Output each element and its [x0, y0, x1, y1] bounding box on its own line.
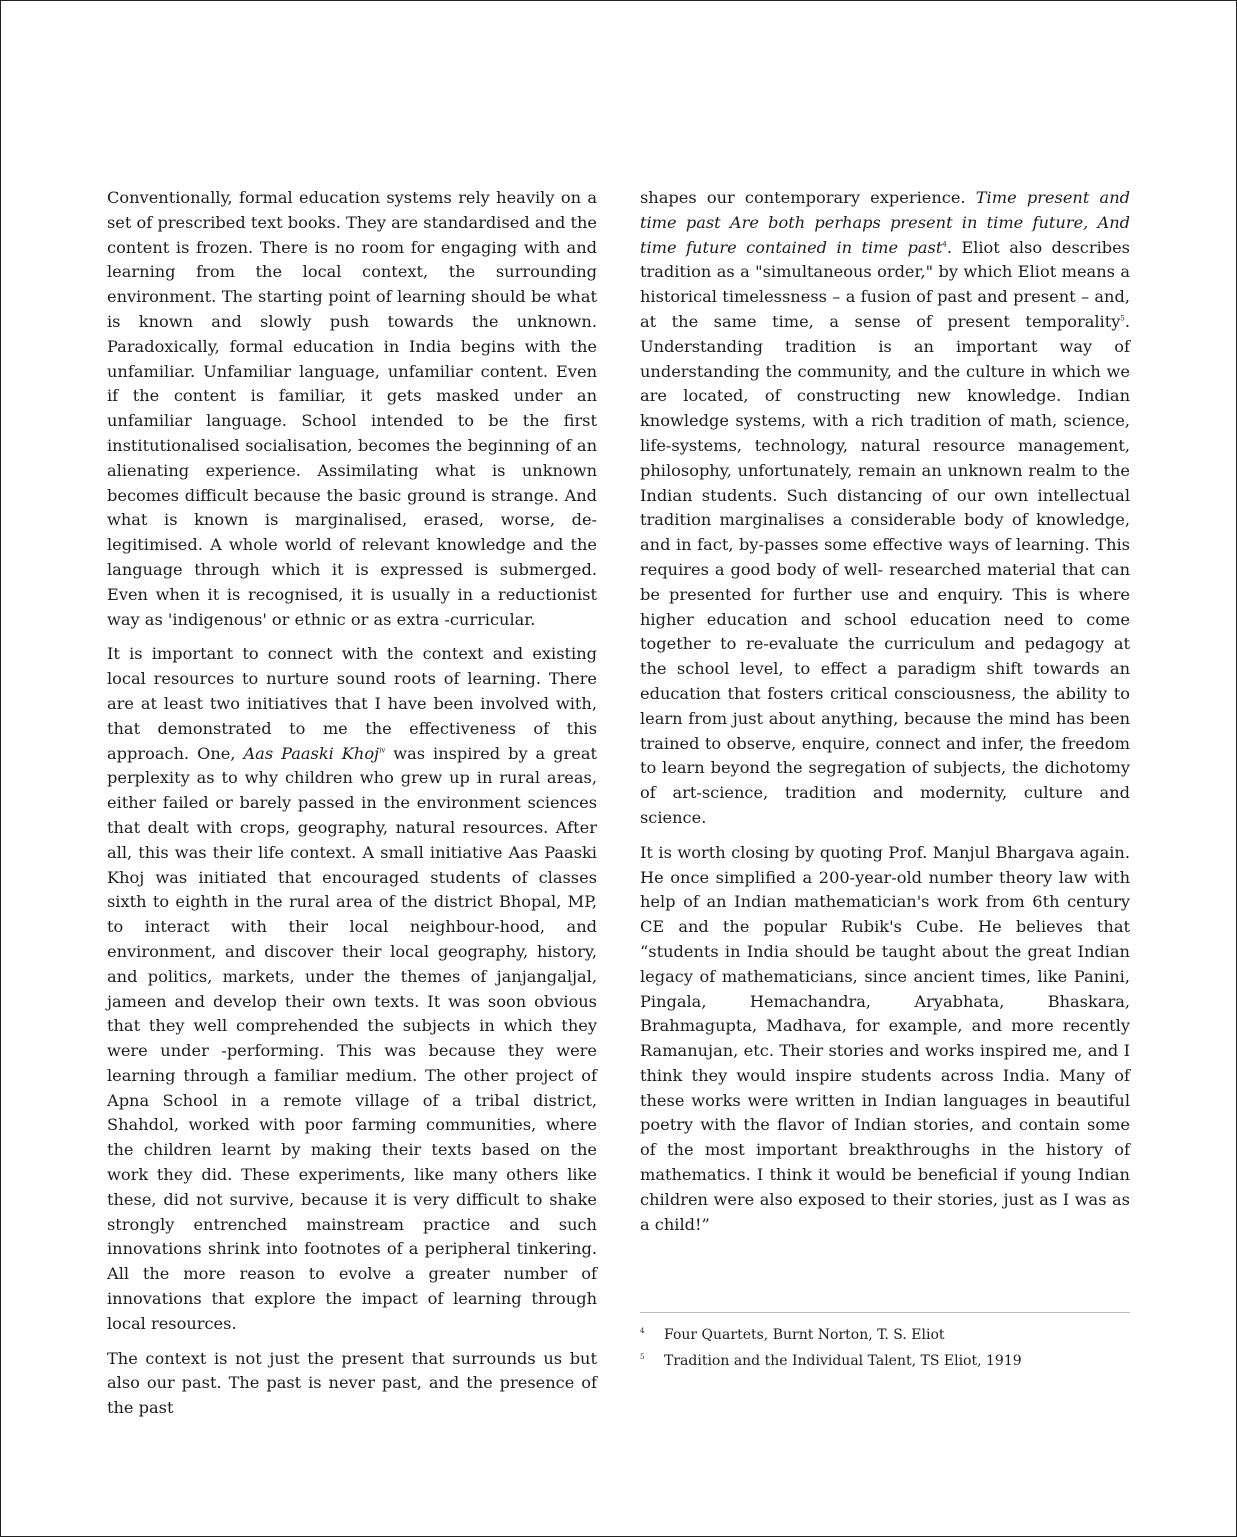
footnote-item	[640, 1323, 1130, 1349]
paragraph-past-context: The context is not just the present that surrounds us but also our past. The past is never past, and the presence of the past	[107, 1348, 597, 1418]
footnotes	[640, 1312, 1130, 1375]
paragraph-local-context	[107, 642, 597, 1336]
paragraph-formal-education: Conventionally, formal education systems rely heavily on a set of prescribed text books. They are standardised and the content is frozen. There is no room for engaging with and learning from the local context, the surrounding environment. The starting point of learning should be what is known and slowly push towards the unknown. Paradoxically, formal education in India begins with the unfamiliar. Unfamiliar language, unfamiliar content. Even if the content is familiar, it gets masked under an unfamiliar language. School intended to be the first institutionalised socialisation, becomes the beginning of an alienating experience. Assimilating what is unknown becomes difficult because the basic ground is strange. And what is known is marginalised, erased, worse, de-legitimised. A whole world of relevant knowledge and the language through which it is expressed is submerged. Even when it is recognised, it is usually in a reductionist way as 'indigenous' or ethnic or as extra -curricular.	[107, 188, 597, 629]
paragraph-bhargava-quote: It is worth closing by quoting Prof. Manjul Bhargava again. He once simplified a 200-year-old number theory law with help of an Indian mathematician's work from 6th century CE and the popular Rubik's Cube. He believes that “students in India should be taught about the great Indian legacy of mathematicians, since ancient times, like Panini, Pingala, Hemachandra, Aryabhata, Bhaskara, Brahmagupta, Madhava, for example, and more recently Ramanujan, etc. Their stories and works inspired me, and I think they would inspire students across India. Many of these works were written in Indian languages in beautiful poetry with the flavor of Indian stories, and contain some of the most important breakthroughs in the history of mathematics. I think it would be beneficial if young Indian children were also exposed to their stories, just as I was as a child!”	[640, 842, 1130, 1234]
footnote-number: 4	[640, 1327, 645, 1335]
footnote-marker-4: 4	[942, 240, 947, 249]
paragraph-tradition-rest: . Understanding tradition is an important way of understanding the community, and the culture in which we are located, of constructing new knowledge. Indian knowledge systems, with a rich tradition of math, science, life-systems, technology, natural resource management, philosophy, unfortunately, remain an unknown realm to the Indian students. Such distancing of our own intellectual tradition marginalises a considerable body of knowledge, and in fact, by-passes some effective ways of learning. This requires a good body of well- researched material that can be presented for further use and enquiry. This is where higher education and school education need to come together to re-evaluate the curriculum and pedagogy at the school level, to effect a paradigm shift towards an education that fosters critical consciousness, the ability to learn from just about anything, because the mind has been trained to observe, enquire, connect and infer, the freedom to learn beyond the segregation of subjects, the dichotomy of art-science, tradition and modernity, culture and science.	[640, 311, 1130, 827]
footnote-text: Four Quartets, Burnt Norton, T. S. Eliot	[664, 1327, 945, 1343]
left-column	[107, 186, 597, 1421]
paragraph-local-context-start: It is important to connect with the context and existing local resources to nurture sound roots of learning. There are at least two initiatives that I have been involved with, that demonstrated to me the effectiveness of this approach. One,	[107, 644, 597, 763]
right-column	[640, 186, 1130, 1247]
eliot-quote: Time present and time past Are both perhaps present in time future, And time future contained in time past	[640, 188, 1130, 257]
endnote-marker: iv	[379, 746, 386, 755]
paragraph-local-context-rest: was inspired by a great perplexity as to why children who grew up in rural areas, either failed or barely passed in the environment sciences that dealt with crops, geography, natural resources. After all, this was their life context. A small initiative Aas Paaski Khoj was initiated that encouraged students of classes sixth to eighth in the rural area of the district Bhopal, MP, to interact with their local neighbour-hood, and environment, and discover their local geography, history, and politics, markets, under the themes of janjangaljal, jameen and develop their own texts. It was soon obvious that they well comprehended the subjects in which they were under -performing. This was because they were learning through a familiar medium. The other project of Apna School in a remote village of a tribal district, Shahdol, worked with poor farming communities, where the children learnt by making their texts based on the work they did. These experiments, like many others like these, did not survive, because it is very difficult to shake strongly entrenched mainstream practice and such innovations shrink into footnotes of a peripheral tinkering. All the more reason to evolve a greater number of innovations that explore the impact of learning through local resources.	[107, 743, 597, 1333]
footnote-item	[640, 1349, 1130, 1375]
paragraph-tradition-mid: . Eliot also describes tradition as a "simultaneous order," by which Eliot means a historical timelessness – a fusion of past and present – and, at the same time, a sense of present temporality	[640, 237, 1130, 331]
initiative-name: Aas Paaski Khoj	[243, 743, 380, 763]
footnote-text: Tradition and the Individual Talent, TS Eliot, 1919	[664, 1353, 1022, 1369]
footnote-marker-5: 5	[1120, 314, 1125, 323]
footnote-number: 5	[640, 1353, 645, 1361]
paragraph-tradition	[640, 186, 1130, 831]
paragraph-tradition-start: shapes our contemporary experience.	[640, 188, 976, 207]
